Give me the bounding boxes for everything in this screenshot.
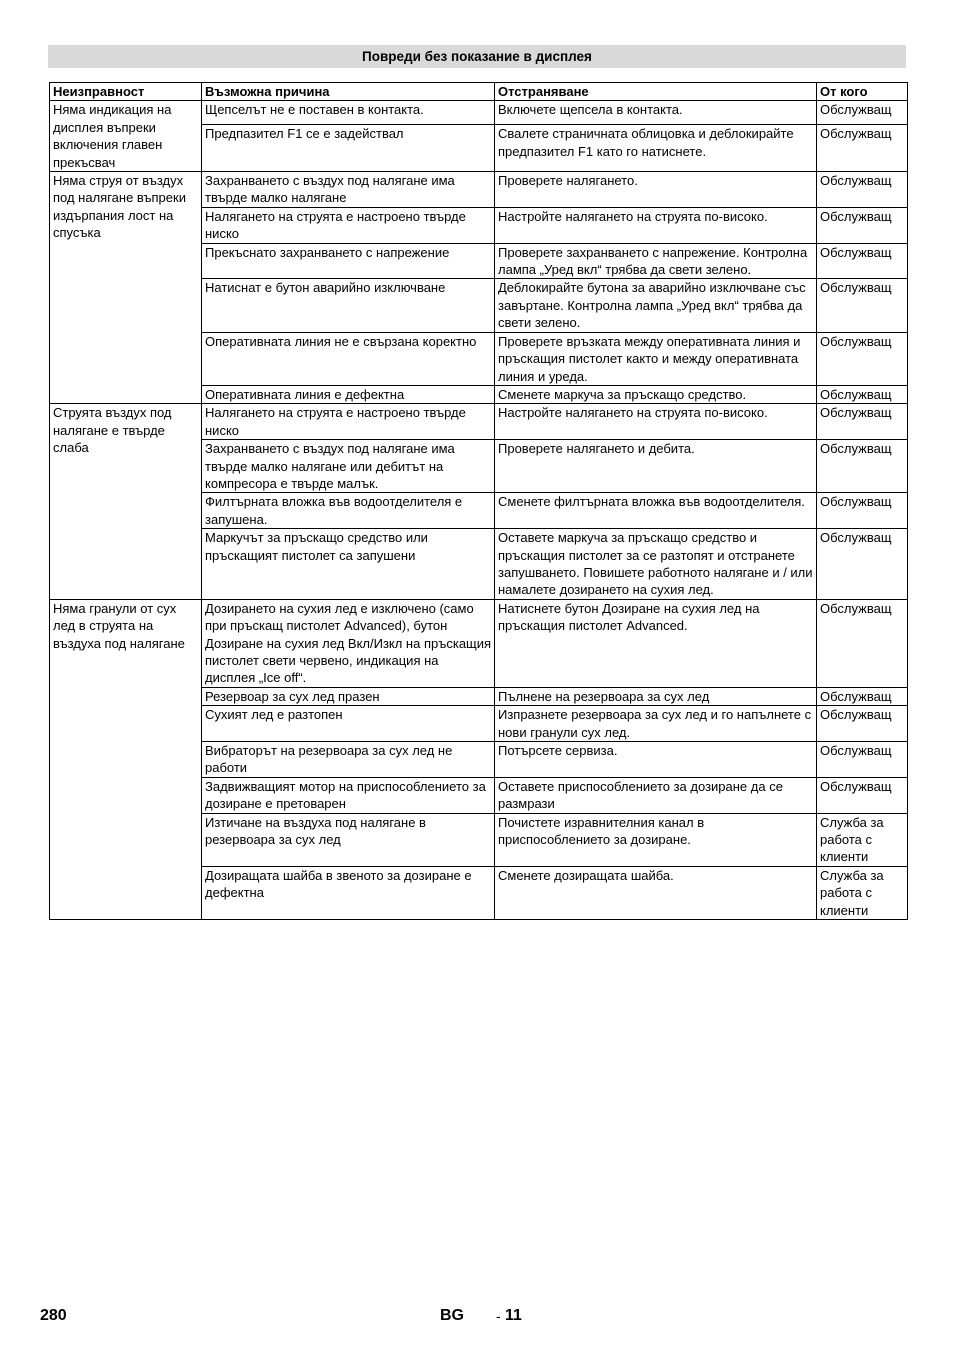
footer-separator: - [496, 1308, 501, 1324]
responsible-cell: Обслужващ [817, 777, 908, 813]
cause-cell: Налягането на струята е настроено твърде ниско [202, 404, 495, 440]
remedy-cell: Включете щепсела в контакта. [495, 101, 817, 125]
column-header-remedy: Отстраняване [495, 83, 817, 101]
remedy-cell: Проверете връзката между оперативната линия и пръскащия пистолет както и между оперативната линия и уреда. [495, 332, 817, 385]
cause-cell: Прекъснато захранването с напрежение [202, 243, 495, 279]
column-header-by: От кого [817, 83, 908, 101]
remedy-cell: Почистете изравнителния канал в приспособлението за дозиране. [495, 813, 817, 866]
table-header-row [50, 83, 908, 101]
table-body [50, 101, 908, 920]
cause-cell: Вибраторът на резервоара за сух лед не работи [202, 742, 495, 778]
cause-cell: Натиснат е бутон аварийно изключване [202, 279, 495, 332]
remedy-cell: Изпразнете резервоара за сух лед и го напълнете с нови гранули сух лед. [495, 706, 817, 742]
cause-cell: Изтичане на въздуха под налягане в резервоара за сух лед [202, 813, 495, 866]
remedy-cell: Проверете налягането и дебита. [495, 440, 817, 493]
cause-cell: Резервоар за сух лед празен [202, 687, 495, 705]
responsible-cell: Обслужващ [817, 332, 908, 385]
remedy-cell: Деблокирайте бутона за аварийно изключване със завъртане. Контролна лампа „Уред вкл“ трябва да свети зелено. [495, 279, 817, 332]
responsible-cell: Обслужващ [817, 529, 908, 600]
cause-cell: Задвижващият мотор на приспособлението за дозиране е претоварен [202, 777, 495, 813]
remedy-cell: Сменете маркуча за пръскащо средство. [495, 385, 817, 403]
responsible-cell: Обслужващ [817, 493, 908, 529]
language-code: BG [440, 1307, 464, 1324]
remedy-cell: Сменете филтърната вложка във водоотделителя. [495, 493, 817, 529]
remedy-cell: Пълнене на резервоара за сух лед [495, 687, 817, 705]
cause-cell: Маркучът за пръскащо средство или пръскащият пистолет са запушени [202, 529, 495, 600]
remedy-cell: Настройте налягането на струята по-високо. [495, 207, 817, 243]
cause-cell: Сухият лед е разтопен [202, 706, 495, 742]
remedy-cell: Настройте налягането на струята по-високо. [495, 404, 817, 440]
section-page-number: 11 [505, 1307, 522, 1324]
responsible-cell: Обслужващ [817, 125, 908, 172]
table-row [50, 599, 908, 687]
responsible-cell: Обслужващ [817, 101, 908, 125]
responsible-cell: Обслужващ [817, 599, 908, 687]
troubleshooting-table [49, 82, 908, 920]
cause-cell: Захранването с въздух под налягане има твърде малко налягане или дебитът на компресора е твърде малък. [202, 440, 495, 493]
cause-cell: Дозиращата шайба в звеното за дозиране е дефектна [202, 866, 495, 919]
cause-cell: Щепселът не е поставен в контакта. [202, 101, 495, 125]
remedy-cell: Потърсете сервиза. [495, 742, 817, 778]
responsible-cell: Обслужващ [817, 742, 908, 778]
fault-cell: Няма струя от въздух под налягане въпреки издърпания лост на спусъка [50, 172, 202, 404]
remedy-cell: Оставете приспособлението за дозиране да се размрази [495, 777, 817, 813]
remedy-cell: Свалете страничната облицовка и деблокирайте предпазител F1 като го натиснете. [495, 125, 817, 172]
cause-cell: Оперативната линия не е свързана коректно [202, 332, 495, 385]
cause-cell: Предпазител F1 се е задействал [202, 125, 495, 172]
fault-cell: Няма гранули от сух лед в струята на въздуха под налягане [50, 599, 202, 919]
remedy-cell: Оставете маркуча за пръскащо средство и пръскащия пистолет за се разтопят и отстранете запушването. Повишете работното налягане и / или намалете дозирането на сухия лед. [495, 529, 817, 600]
responsible-cell: Обслужващ [817, 385, 908, 403]
cause-cell: Захранването с въздух под налягане има твърде малко налягане [202, 172, 495, 208]
table-row [50, 404, 908, 440]
responsible-cell: Служба за работа с клиенти [817, 866, 908, 919]
cause-cell: Оперативната линия е дефектна [202, 385, 495, 403]
responsible-cell: Обслужващ [817, 279, 908, 332]
column-header-fault: Неизправност [50, 83, 202, 101]
fault-cell: Няма индикация на дисплея въпреки включения главен прекъсвач [50, 101, 202, 172]
responsible-cell: Обслужващ [817, 440, 908, 493]
responsible-cell: Обслужващ [817, 404, 908, 440]
table-row [50, 172, 908, 208]
remedy-cell: Проверете захранването с напрежение. Контролна лампа „Уред вкл“ трябва да свети зелено. [495, 243, 817, 279]
remedy-cell: Проверете налягането. [495, 172, 817, 208]
page-number: 280 [40, 1307, 67, 1324]
remedy-cell: Натиснете бутон Дозиране на сухия лед на пръскащия пистолет Advanced. [495, 599, 817, 687]
responsible-cell: Служба за работа с клиенти [817, 813, 908, 866]
fault-cell: Струята въздух под налягане е твърде слаба [50, 404, 202, 599]
table-row [50, 101, 908, 125]
cause-cell: Налягането на струята е настроено твърде ниско [202, 207, 495, 243]
responsible-cell: Обслужващ [817, 687, 908, 705]
responsible-cell: Обслужващ [817, 243, 908, 279]
cause-cell: Дозирането на сухия лед е изключено (само при пръскащ пистолет Advanced), бутон Дозиране на сухия лед Вкл/Изкл на пръскащия пистолет свети червено, индикация на дисплея „Ice off“. [202, 599, 495, 687]
column-header-cause: Възможна причина [202, 83, 495, 101]
responsible-cell: Обслужващ [817, 207, 908, 243]
section-title: Повреди без показание в дисплея [48, 45, 906, 68]
responsible-cell: Обслужващ [817, 172, 908, 208]
responsible-cell: Обслужващ [817, 706, 908, 742]
cause-cell: Филтърната вложка във водоотделителя е запушена. [202, 493, 495, 529]
remedy-cell: Сменете дозиращата шайба. [495, 866, 817, 919]
